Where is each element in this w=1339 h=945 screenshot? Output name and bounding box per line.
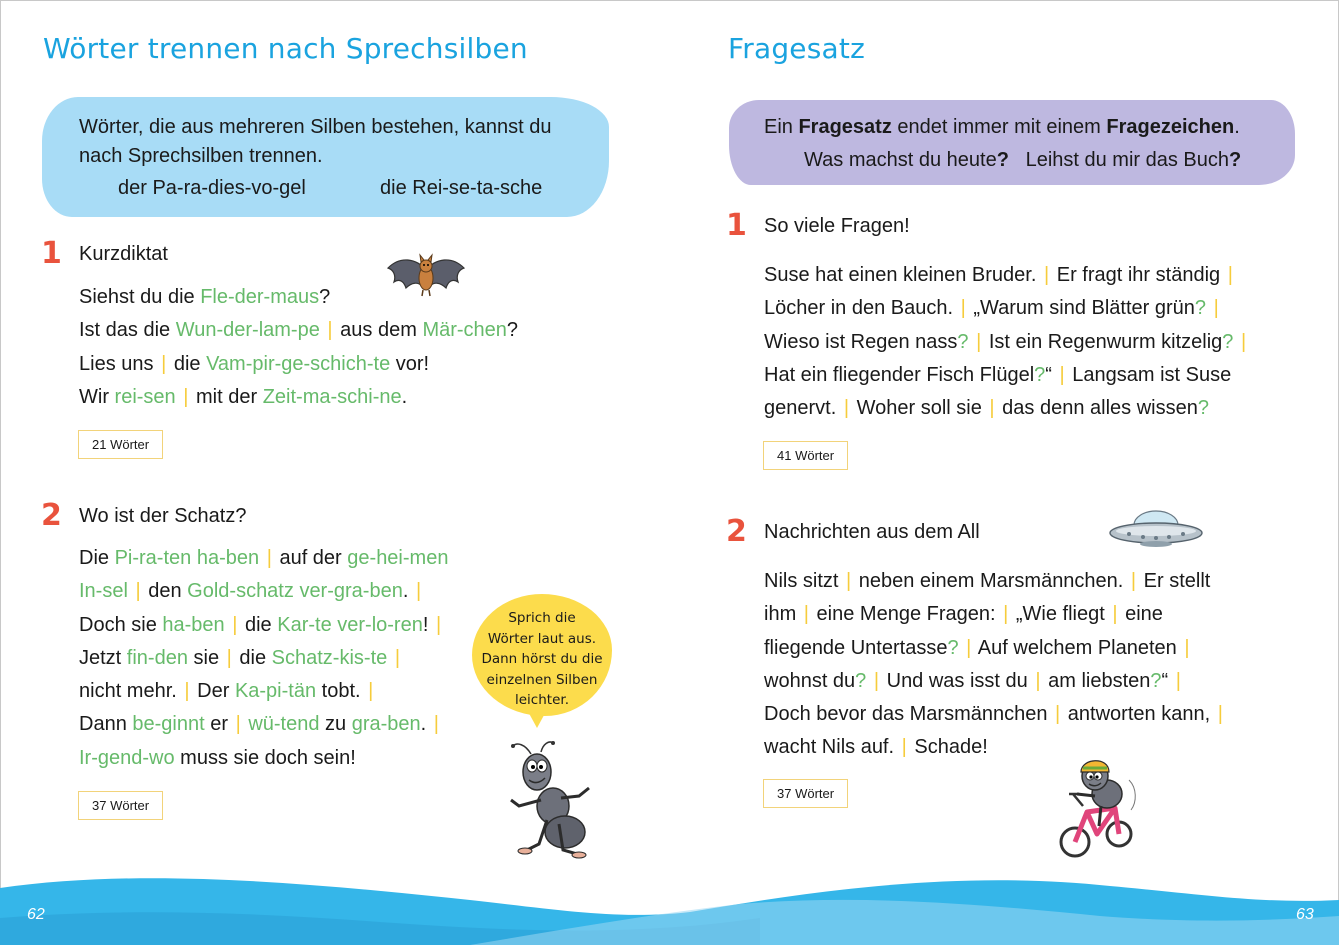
syllable-word: Fle-der-maus xyxy=(200,286,320,308)
syllable-word: Mär-chen xyxy=(422,319,507,342)
plain-text: Ist ein Regenwurm kitzelig xyxy=(983,330,1223,353)
syllable-word: wü-tend xyxy=(248,713,320,736)
plain-text: sie xyxy=(187,646,225,669)
question-mark: ? xyxy=(1229,149,1242,171)
bubble-line: Sprich die xyxy=(508,610,576,626)
plain-text: Der xyxy=(191,680,235,703)
plain-text: „Warum sind Blätter grün xyxy=(967,297,1195,320)
separator-mark: | xyxy=(843,397,850,420)
plain-text: am liebsten xyxy=(1042,669,1151,692)
syllable-word: ha-ben xyxy=(196,547,260,569)
syllable-word: Kar-te xyxy=(277,613,332,636)
syllable-word: ? xyxy=(1150,669,1162,692)
text-line xyxy=(764,632,1225,665)
text-line xyxy=(79,348,518,381)
speech-bubble xyxy=(472,594,612,716)
plain-text: Dann xyxy=(79,713,133,736)
syllable-word: ? xyxy=(1194,297,1207,320)
plain-text: Suse hat einen kleinen Bruder. xyxy=(764,264,1042,286)
separator-mark: | xyxy=(803,603,809,626)
separator-mark: | xyxy=(232,613,238,636)
separator-mark: | xyxy=(976,330,982,353)
plain-text: Wir xyxy=(79,385,115,408)
syllable-word: ? xyxy=(1222,330,1234,353)
separator-mark: | xyxy=(960,297,966,320)
word-count-badge: 21 Wörter xyxy=(78,430,163,459)
plain-text: “ xyxy=(1161,669,1174,692)
plain-text: zu xyxy=(319,713,352,736)
plain-text: die xyxy=(168,352,207,375)
bubble-line: leichter. xyxy=(515,692,569,708)
text-line xyxy=(764,731,1225,764)
page-title: Fragesatz xyxy=(728,32,865,65)
syllable-word: ver-gra-ben xyxy=(299,580,403,603)
plain-text: tobt. xyxy=(316,680,367,703)
text-line xyxy=(764,326,1248,359)
page-number: 62 xyxy=(27,906,45,923)
syllable-word: ? xyxy=(957,330,969,353)
plain-text: Nils sitzt xyxy=(764,570,844,592)
info-text-line2: nach Sprechsilben trennen. xyxy=(79,145,323,167)
bottom-wave xyxy=(0,860,1339,945)
separator-mark: | xyxy=(394,646,401,669)
left-page xyxy=(0,0,668,945)
separator-mark: | xyxy=(1227,264,1233,286)
plain-text: Jetzt xyxy=(79,646,127,669)
plain-text: vor! xyxy=(390,352,430,375)
separator-mark: | xyxy=(415,580,422,603)
separator-mark: | xyxy=(1043,264,1050,286)
plain-text: . xyxy=(420,713,432,736)
word-count-badge: 41 Wörter xyxy=(763,441,848,470)
text-line xyxy=(764,259,1248,292)
info-box xyxy=(42,97,609,217)
plain-text: nicht mehr. xyxy=(79,680,183,703)
plain-text: wacht Nils auf. xyxy=(764,736,900,759)
info-example: Was machst du heute xyxy=(804,149,997,171)
info-text-line1 xyxy=(764,112,1240,142)
plain-text: Doch bevor das Marsmännchen xyxy=(764,703,1054,726)
bubble-line: Wörter laut aus. xyxy=(487,630,597,647)
question-mark: ? xyxy=(996,149,1009,171)
text-line xyxy=(79,281,518,314)
syllable-word: Wun-der-lam-pe xyxy=(175,319,320,342)
exercise-number: 2 xyxy=(41,498,62,533)
plain-text: Doch sie xyxy=(79,613,163,636)
separator-mark: | xyxy=(1055,703,1061,726)
syllable-word: gra-ben xyxy=(351,713,421,736)
plain-text: Und was isst du xyxy=(881,669,1034,692)
plain-text: aus dem xyxy=(334,319,423,342)
separator-mark: | xyxy=(368,680,374,703)
text-line xyxy=(79,609,448,642)
separator-mark: | xyxy=(433,713,439,736)
plain-text: Löcher in den Bauch. xyxy=(764,297,959,320)
separator-mark: | xyxy=(135,580,141,603)
plain-text: eine Menge Fragen: xyxy=(811,603,1002,626)
separator-mark: | xyxy=(184,680,190,703)
plain-text: ihm xyxy=(764,603,802,626)
separator-mark: | xyxy=(235,713,241,736)
syllable-word: Ir-gend-wo xyxy=(79,746,175,769)
plain-text: die xyxy=(239,613,278,636)
exercise-title: Kurzdiktat xyxy=(79,243,168,265)
text-line xyxy=(764,598,1225,631)
syllable-word: Pi-ra-ten xyxy=(114,547,192,569)
info-text-line2 xyxy=(804,145,1241,175)
info-example: Leihst du mir das Buch xyxy=(1025,149,1230,171)
exercise-number: 1 xyxy=(726,208,747,243)
plain-text: den xyxy=(142,580,188,603)
exercise-title: So viele Fragen! xyxy=(764,215,910,237)
plain-text: Langsam ist Suse xyxy=(1066,363,1232,386)
plain-text: neben einem Marsmännchen. xyxy=(853,570,1129,592)
text-line xyxy=(79,314,518,347)
plain-text: Die xyxy=(79,547,115,569)
plain-text: muss sie doch sein! xyxy=(174,746,356,769)
syllable-word: Schatz-kis-te xyxy=(271,646,388,669)
text-line xyxy=(79,575,448,608)
separator-mark: | xyxy=(1112,603,1118,626)
plain-text: mit der xyxy=(190,385,263,408)
syllable-word: Gold-schatz xyxy=(187,580,294,603)
plain-text: Er fragt ihr ständig xyxy=(1051,264,1226,286)
syllable-word: ? xyxy=(855,669,867,692)
plain-text: er xyxy=(204,713,234,736)
syllable-word: be-ginnt xyxy=(132,713,205,736)
text-line xyxy=(79,675,448,708)
exercise-number: 2 xyxy=(726,514,747,549)
plain-text: . xyxy=(401,385,408,408)
text-line xyxy=(79,542,448,575)
separator-mark: | xyxy=(226,646,232,669)
plain-text: eine xyxy=(1119,603,1163,626)
plain-text: das denn alles wissen xyxy=(996,397,1198,420)
separator-mark: | xyxy=(873,669,880,692)
info-keyword: Fragesatz xyxy=(798,116,892,138)
exercise-title: Nachrichten aus dem All xyxy=(764,521,980,543)
plain-text: genervt. xyxy=(764,397,842,420)
separator-mark: | xyxy=(1240,330,1247,353)
text-line xyxy=(79,642,448,675)
exercise-text xyxy=(764,259,1248,425)
ufo-icon xyxy=(1109,505,1203,549)
syllable-word: ha-ben xyxy=(162,613,225,636)
plain-text: Hat ein fliegender Fisch Flügel xyxy=(764,363,1035,386)
plain-text: fliegende Untertasse xyxy=(764,636,948,659)
exercise-title: Wo ist der Schatz? xyxy=(79,505,247,527)
text-line xyxy=(79,381,518,414)
separator-mark: | xyxy=(327,319,333,342)
plain-text: wohnst du xyxy=(764,669,856,692)
separator-mark: | xyxy=(1130,570,1137,592)
separator-mark: | xyxy=(266,547,272,569)
bubble-line: einzelnen Silben xyxy=(486,671,598,688)
plain-text: Lies uns xyxy=(79,352,160,375)
info-text: endet immer mit einem xyxy=(891,116,1107,138)
info-text-line1: Wörter, die aus mehreren Silben bestehen, kannst du xyxy=(79,116,552,138)
syllable-word: Ka-pi-tän xyxy=(234,680,317,703)
plain-text: Wieso ist Regen nass xyxy=(764,330,958,353)
separator-mark: | xyxy=(435,613,442,636)
info-example-1: der Pa-ra-dies-vo-gel xyxy=(118,177,306,199)
separator-mark: | xyxy=(183,385,189,408)
exercise-text xyxy=(764,565,1225,765)
exercise-number: 1 xyxy=(41,236,62,271)
syllable-word: ge-hei-men xyxy=(347,547,449,569)
text-line xyxy=(764,359,1248,392)
plain-text: Er stellt xyxy=(1138,570,1211,592)
separator-mark: | xyxy=(1184,636,1190,659)
page-title: Wörter trennen nach Sprechsilben xyxy=(43,32,528,65)
plain-text xyxy=(1206,297,1212,319)
info-text: . xyxy=(1234,116,1240,138)
ant-character-icon xyxy=(505,740,595,860)
separator-mark: | xyxy=(1035,669,1041,692)
word-count-badge: 37 Wörter xyxy=(763,779,848,808)
plain-text: Woher soll sie xyxy=(851,397,988,420)
exercise-text xyxy=(79,281,518,414)
text-line xyxy=(79,708,448,741)
syllable-word: ? xyxy=(1034,363,1046,386)
separator-mark: | xyxy=(1213,297,1219,320)
exercise-text xyxy=(79,542,448,775)
text-line xyxy=(764,292,1248,325)
syllable-word: rei-sen xyxy=(114,385,176,408)
plain-text: antworten kann, xyxy=(1062,703,1216,726)
separator-mark: | xyxy=(161,352,167,375)
plain-text: ! xyxy=(422,613,434,636)
syllable-word: Vam-pir-ge-schich-te xyxy=(206,352,391,375)
separator-mark: | xyxy=(966,636,972,659)
right-page xyxy=(669,0,1339,945)
separator-mark: | xyxy=(1059,363,1065,386)
syllable-word: fin-den xyxy=(126,646,188,669)
separator-mark: | xyxy=(1003,603,1009,626)
info-example-2: die Rei-se-ta-sche xyxy=(380,177,543,199)
plain-text: . xyxy=(402,580,414,603)
plain-text: Schade! xyxy=(908,736,988,759)
plain-text: die xyxy=(233,646,272,669)
separator-mark: | xyxy=(1217,703,1223,726)
separator-mark: | xyxy=(1175,669,1181,692)
syllable-word: In-sel xyxy=(79,580,128,603)
separator-mark: | xyxy=(846,570,852,592)
syllable-word: ? xyxy=(1197,397,1209,420)
text-line xyxy=(79,742,448,775)
plain-text: Siehst du die xyxy=(79,286,201,308)
plain-text: ? xyxy=(506,319,519,342)
text-line xyxy=(764,665,1225,698)
separator-mark: | xyxy=(901,736,907,759)
plain-text: ? xyxy=(319,286,331,308)
text-line xyxy=(764,698,1225,731)
info-box xyxy=(729,100,1295,185)
separator-mark: | xyxy=(989,397,995,420)
info-keyword: Fragezeichen xyxy=(1106,116,1235,138)
syllable-word: Zeit-ma-schi-ne xyxy=(262,385,402,408)
syllable-word: ? xyxy=(947,636,959,659)
text-line xyxy=(764,392,1248,425)
syllable-word: ver-lo-ren xyxy=(337,613,423,636)
bubble-line: Dann hörst du die xyxy=(481,651,603,667)
plain-text xyxy=(387,647,393,669)
plain-text xyxy=(259,547,265,569)
plain-text: Ist das die xyxy=(79,319,176,342)
info-text: Ein xyxy=(764,116,799,138)
word-count-badge: 37 Wörter xyxy=(78,791,163,820)
page-number: 63 xyxy=(1296,906,1314,923)
plain-text: Auf welchem Planeten xyxy=(973,636,1183,659)
plain-text: auf der xyxy=(273,547,348,569)
plain-text: “ xyxy=(1045,363,1058,386)
plain-text: „Wie fliegt xyxy=(1010,603,1111,626)
text-line xyxy=(764,565,1225,598)
ant-on-bicycle-icon xyxy=(1053,750,1139,862)
